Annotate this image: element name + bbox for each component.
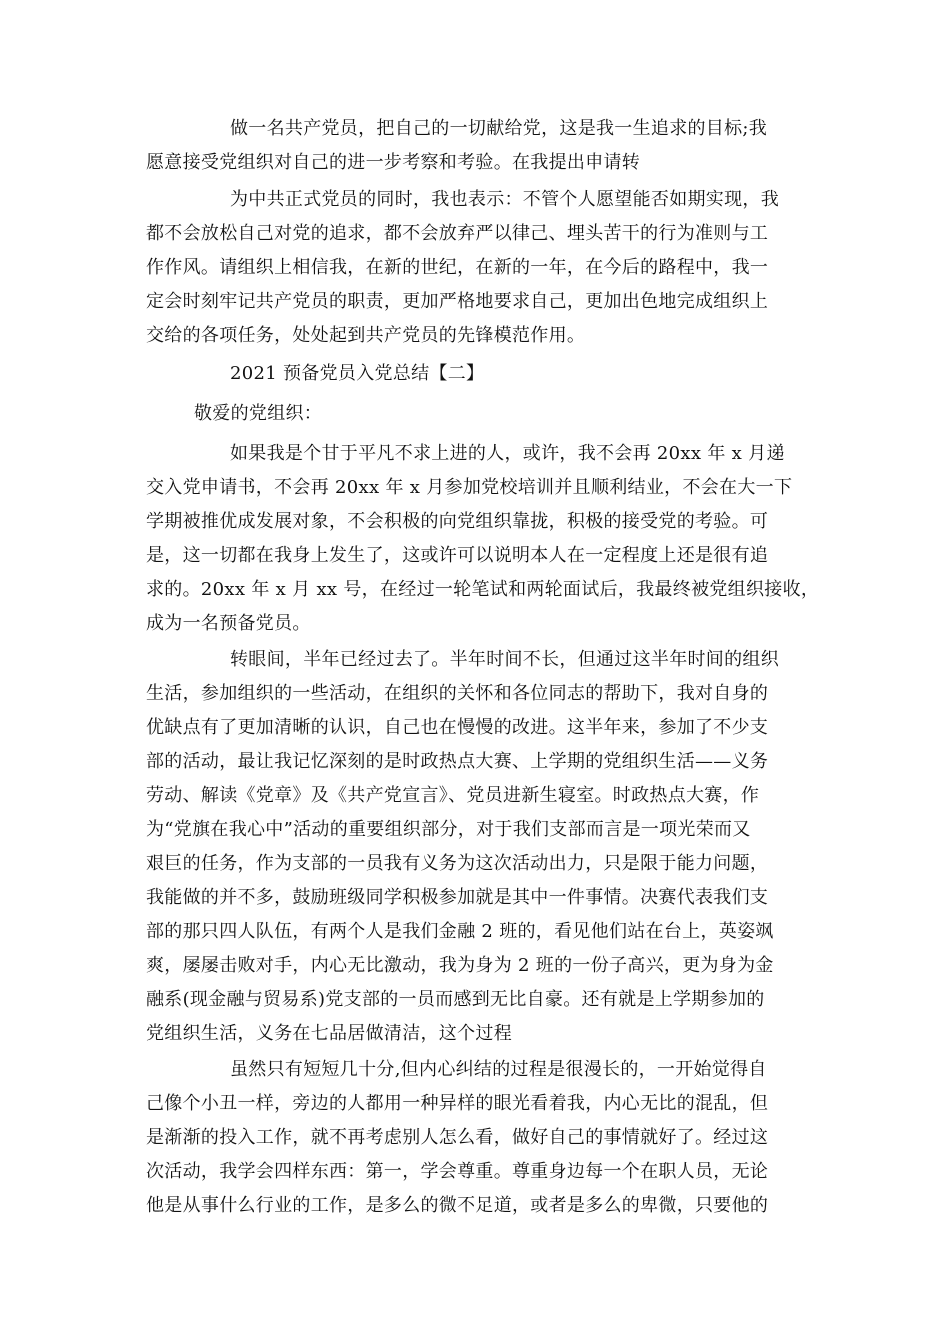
section-heading [146,357,806,391]
text-line: 求的。20xx 年 x 月 xx 号，在经过一轮笔试和两轮面试后，我最终被党组织接收， [146,579,820,600]
text-line: 虽然只有短短几十分,但内心纠结的过程是很漫长的，一开始觉得自 [230,1059,767,1080]
paragraph-1 [146,112,806,180]
text-line: 转眼间，半年已经过去了。半年时间不长，但通过这半年时间的组织 [230,649,779,670]
text-line: 我能做的并不多，鼓励班级同学积极参加就是其中一件事情。决赛代表我们支 [146,887,769,908]
text-line: 交入党申请书，不会再 20xx 年 x 月参加党校培训并且顺利结业，不会在大一下 [146,477,793,498]
paragraph-2 [146,183,806,353]
text-line: 作作风。请组织上相信我，在新的世纪，在新的一年，在今后的路程中，我一 [146,257,769,278]
text-line: 学期被推优成发展对象，不会积极的向党组织靠拢，积极的接受党的考验。可 [146,511,769,532]
paragraph-5 [146,1053,806,1223]
text-line: 定会时刻牢记共产党员的职责，更加严格地要求自己，更加出色地完成组织上 [146,291,769,312]
text-line: 党组织生活，义务在七品居做清洁，这个过程 [146,1023,512,1044]
paragraph-3 [146,437,820,641]
paragraph-4 [146,643,806,1051]
text-line: 交给的各项任务，处处起到共产党员的先锋模范作用。 [146,325,586,346]
text-line: 劳动、解读《党章》及《共产党宣言》、党员进新生寝室。时政热点大赛，作 [146,785,760,806]
text-line: 生活，参加组织的一些活动，在组织的关怀和各位同志的帮助下，我对自身的 [146,683,769,704]
text-line: 艰巨的任务，作为支部的一员我有义务为这次活动出力，只是限于能力问题， [146,853,769,874]
salutation [146,397,806,431]
text-line: 都不会放松自己对党的追求，都不会放弃严以律己、埋头苦干的行为准则与工 [146,223,769,244]
salutation-text: 敬爱的党组织： [194,403,323,424]
text-line: 愿意接受党组织对自己的进一步考察和考验。在我提出申请转 [146,152,641,173]
text-line: 成为一名预备党员。 [146,613,311,634]
text-line: 融系(现金融与贸易系)党支部的一员而感到无比自豪。还有就是上学期参加的 [146,989,765,1010]
text-line: 次活动，我学会四样东西：第一，学会尊重。尊重身边每一个在职人员，无论 [146,1161,769,1182]
text-line: 如果我是个甘于平凡不求上进的人，或许，我不会再 20xx 年 x 月递 [230,443,785,464]
text-line: 他是从事什么行业的工作，是多么的微不足道，或者是多么的卑微，只要他的 [146,1195,769,1216]
text-line: 己像个小丑一样，旁边的人都用一种异样的眼光看着我，内心无比的混乱，但 [146,1093,769,1114]
text-line: 为“党旗在我心中”活动的重要组织部分，对于我们支部而言是一项光荣而又 [146,819,751,840]
text-line: 优缺点有了更加清晰的认识，自己也在慢慢的改进。这半年来，参加了不少支 [146,717,769,738]
text-line: 是，这一切都在我身上发生了，这或许可以说明本人在一定程度上还是很有追 [146,545,769,566]
text-line: 部的活动，最让我记忆深刻的是时政热点大赛、上学期的党组织生活——义务 [146,751,769,772]
text-line: 部的那只四人队伍，有两个人是我们金融 2 班的，看见他们站在台上，英姿飒 [146,921,774,942]
text-line: 为中共正式党员的同时，我也表示：不管个人愿望能否如期实现，我 [230,189,779,210]
text-line: 是渐渐的投入工作，就不再考虑别人怎么看，做好自己的事情就好了。经过这 [146,1127,769,1148]
text-line: 爽，屡屡击败对手，内心无比激动，我为身为 2 班的一份子高兴，更为身为金 [146,955,774,976]
heading-text: 2021 预备党员入党总结【二】 [230,363,485,384]
text-line: 做一名共产党员，把自己的一切献给党，这是我一生追求的目标;我 [230,118,768,139]
